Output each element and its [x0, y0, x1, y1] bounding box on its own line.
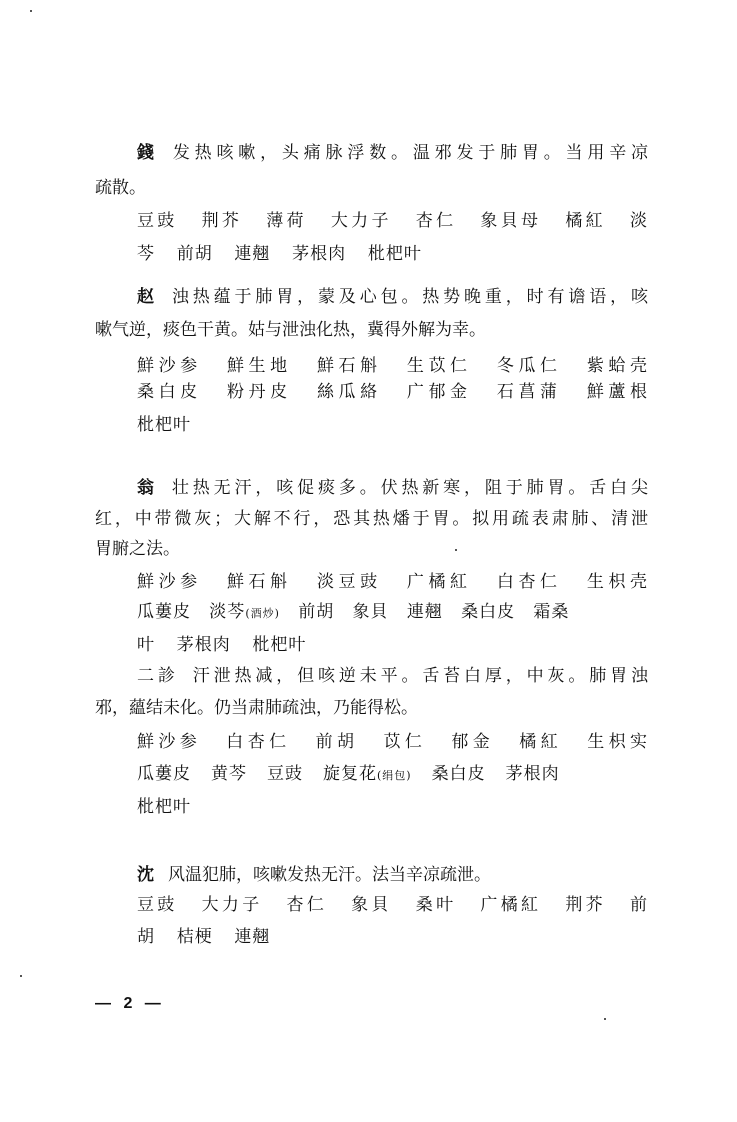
scan-speck	[30, 10, 32, 12]
herb-line: 豆豉 大力子 杏仁 象貝 桑叶 广橘紅 荆芥 前	[137, 895, 648, 915]
herb-line: 芩 前胡 連翹 茅根肉 枇杷叶	[137, 244, 422, 264]
herb-line: 枇杷叶	[137, 415, 191, 435]
herb-line: 瓜蔞皮 淡芩(酒炒) 前胡 象貝 連翹 桑白皮 霜桑	[137, 602, 570, 622]
herb-line: 桑白皮 粉丹皮 絲瓜絡 广郁金 石菖蒲 鮮蘆根	[137, 382, 648, 402]
patient-name: 赵	[137, 287, 158, 307]
herb-line: 瓜蔞皮 黄芩 豆豉 旋复花(绢包) 桑白皮 茅根肉	[137, 764, 560, 784]
herb-note: (酒炒)	[245, 607, 280, 620]
scan-speck	[604, 1018, 606, 1020]
entry-4-line-1: 沈 风温犯肺，咳嗽发热无汗。法当辛凉疏泄。	[137, 865, 491, 885]
page-number: — 2 —	[95, 995, 165, 1012]
entry-3-line-2: 红，中带微灰；大解不行，恐其热燔于胃。拟用疏表肃肺、清泄	[95, 509, 648, 529]
herb-line: 豆豉 荆芥 薄荷 大力子 杏仁 象貝母 橘紅 淡	[137, 211, 648, 231]
scan-speck	[20, 975, 22, 977]
entry-3-line-1: 翁 壮热无汗，咳促痰多。伏热新寒，阻于肺胃。舌白尖	[137, 478, 649, 498]
herb-line: 鮮沙参 白杏仁 前胡 苡仁 郁金 橘紅 生枳实	[137, 732, 648, 752]
herb-line: 胡 桔梗 連翹	[137, 927, 271, 947]
patient-name: 沈	[137, 865, 154, 885]
entry-2-line-2: 嗽气逆，痰色干黄。姑与泄浊化热，冀得外解为幸。	[95, 320, 486, 340]
entry-2-line-1: 赵 浊热蕴于肺胃，蒙及心包。热势晚重，时有谵语，咳	[137, 287, 649, 307]
followup-line-1: 二診 汗泄热减，但咳逆未平。舌苔白厚，中灰。肺胃浊	[137, 666, 649, 686]
followup-label: 二診	[137, 666, 179, 686]
patient-name: 錢	[137, 143, 159, 163]
scan-speck	[455, 549, 457, 551]
herb-line: 枇杷叶	[137, 797, 191, 817]
entry-1-line-1: 錢 发热咳嗽，头痛脉浮数。温邪发于肺胃。当用辛凉	[137, 143, 649, 163]
herb-line: 鮮沙参 鮮石斛 淡豆豉 广橘紅 白杏仁 生枳壳	[137, 572, 648, 592]
patient-name: 翁	[137, 478, 158, 498]
followup-line-2: 邪，蘊结未化。仍当肃肺疏浊，乃能得松。	[95, 698, 418, 718]
entry-3-line-3: 胃腑之法。	[95, 539, 180, 559]
herb-note: (绢包)	[377, 769, 412, 782]
herb-line: 鮮沙参 鮮生地 鮮石斛 生苡仁 冬瓜仁 紫蛤壳	[137, 356, 648, 376]
entry-1-line-2: 疏散。	[95, 178, 146, 198]
herb-line: 叶 茅根肉 枇杷叶	[137, 635, 307, 655]
